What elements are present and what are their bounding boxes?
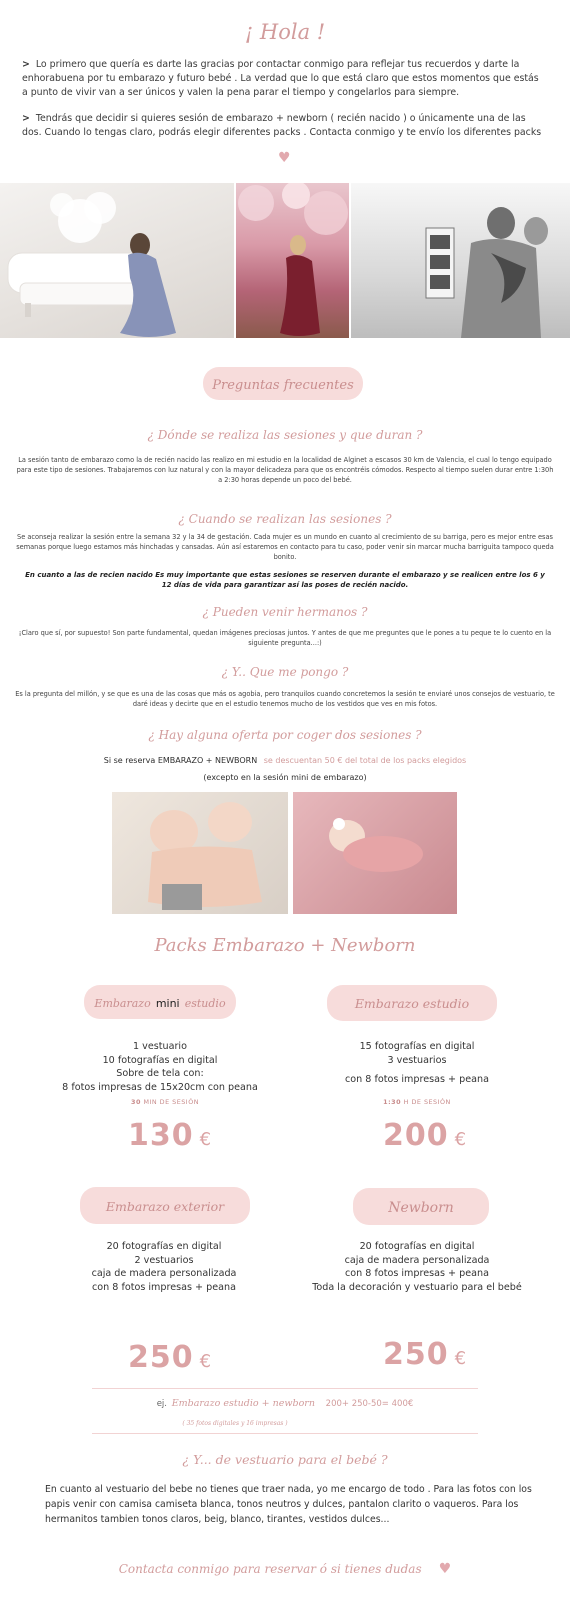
intro-paragraph-1 [22, 58, 542, 100]
pack-exterior-currency: € [199, 1351, 213, 1372]
pack-exterior-line: caja de madera personalizada [91, 1268, 237, 1279]
clothing-answer: En cuanto al vestuario del bebe no tienes que traer nada, yo me encargo de todo . Para las fotos con los papis venir con camisa camiseta blanca, tonos neutros y dulces, pantalon clarito o vaqueros. Para los hermanitos tambien tonos claros, beig, blanco, tirantes, vestidos dulces... [45, 1484, 532, 1525]
pack-exterior-price-value: 250 [127, 1340, 194, 1375]
faq-question-when: ¿ Cuando se realizan las sesiones ? [178, 512, 392, 526]
pack-example-name: Embarazo estudio + newborn [171, 1398, 315, 1409]
pack-newborn-price [340, 1337, 510, 1372]
pack-exterior-title: Embarazo exterior [105, 1199, 225, 1214]
intro-paragraph-2 [22, 112, 542, 140]
maternity-photo-blossom [236, 183, 349, 338]
pack-mini-line: 1 vestuario [133, 1041, 187, 1052]
pack-mini-title-a: Embarazo [94, 997, 151, 1010]
faq-answer-offer [0, 756, 570, 765]
sleeping-baby-illustration [293, 792, 457, 914]
pack-estudio-duration-unit: H DE SESIÓN [403, 1098, 451, 1106]
pack-newborn-badge [353, 1188, 489, 1225]
faq-question-offer: ¿ Hay alguna oferta por coger dos sesiones ? [148, 728, 422, 742]
pack-exterior-badge [80, 1187, 250, 1224]
pack-newborn-line: caja de madera personalizada [344, 1254, 490, 1266]
pack-newborn-details [307, 1240, 527, 1294]
pack-example [0, 1398, 570, 1409]
pack-newborn-price-value: 250 [382, 1337, 449, 1372]
twins-illustration [112, 792, 288, 914]
faq-answer-location: La sesión tanto de embarazo como la de recién nacido las realizo en mi estudio en la localidad de Alginet a escasos 30 km de Valencia, el cual lo tengo equipado para este tipo de sesiones. Trabajaremos con luz natural y con la mayor delicadeza para que os encontréis cómodos. Respecto al tiempo suelen durar entre 1:30h a 2:30 horas depende un poco del bebé. [16, 456, 554, 484]
pack-newborn-title: Newborn [388, 1200, 454, 1216]
pack-exterior-details [64, 1240, 264, 1294]
maternity-photo-couple [351, 183, 570, 338]
faq-question-siblings: ¿ Pueden venir hermanos ? [202, 605, 368, 619]
faq-answer-clothes: Es la pregunta del millón, y se que es una de las cosas que más os agobia, pero tranquilos cuando concretemos la sesión te enviaré unos consejos de vestuario, te daré ideas y decirte que en el estudio tenemos mucho de los vestidos que ves en mis fotos. [15, 690, 555, 708]
newborn-photo-sleeping [293, 792, 457, 914]
pack-mini-title-c: estudio [184, 997, 226, 1010]
pack-estudio-line: con 8 fotos impresas + peana [345, 1074, 489, 1085]
faq-question-clothes: ¿ Y.. Que me pongo ? [221, 665, 349, 679]
intro-text-1: Lo primero que quería es darte las gracias por contactar conmigo para reflejar tus recuerdos y darte la enhorabuena por tu embarazo y futuro bebé . La verdad que lo que está claro que estos momentos que estás a punto de vivir van a ser únicos y valen la pena parar el tiempo y congelarlos para siempre. [22, 59, 539, 98]
pack-exterior-line: con 8 fotos impresas + peana [92, 1281, 236, 1293]
pack-newborn-line: con 8 fotos impresas + peana [345, 1268, 489, 1279]
couple-scene-illustration [351, 183, 570, 338]
pack-estudio-price [340, 1118, 510, 1153]
pack-estudio-duration-num: 1:30 [383, 1098, 402, 1106]
contact-cta[interactable] [0, 1558, 570, 1577]
pack-example-calc: 200+ 250-50= 400€ [325, 1399, 414, 1409]
sofa-scene-illustration [0, 183, 234, 338]
pack-mini-currency: € [199, 1129, 213, 1150]
divider-bottom [92, 1433, 478, 1434]
offer-prefix: Si se reserva EMBARAZO + NEWBORN [103, 756, 258, 765]
pack-mini-duration [60, 1098, 270, 1106]
intro-text-2: Tendrás que decidir si quieres sesión de embarazo + newborn ( recién nacido ) o únicamente una de las dos. Cuando lo tengas claro, podrás elegir diferentes packs . Contacta conmigo y te envío los diferentes packs [22, 113, 542, 138]
faq-answer-when: Se aconseja realizar la sesión entre la semana 32 y la 34 de gestación. Cada mujer es un mundo en cuanto al crecimiento de su barriga, pero es mejor entre esas semanas porque luego estamos más hinchadas y cansadas. Aún así estaremos en contacto para tu caso, poder venir sin marcar mucha barriguita tampoco queda bonito. [16, 533, 554, 561]
pack-estudio-currency: € [454, 1129, 468, 1150]
pack-estudio-line: 15 fotografías en digital [359, 1041, 475, 1052]
pack-mini-title-b: mini [155, 997, 180, 1010]
clothing-question: ¿ Y... de vestuario para el bebé ? [182, 1452, 388, 1467]
faq-question-location: ¿ Dónde se realiza las sesiones y que duran ? [147, 428, 423, 442]
faq-answer-newborn-note: En cuanto a las de recien nacido Es muy importante que estas sesiones se reserven durante el embarazo y se realicen entre los 6 y 12 días de vida para garantizar así las poses de recién nacido. [25, 571, 545, 589]
packs-title: Packs Embarazo + Newborn [154, 935, 416, 956]
faq-answer-siblings: ¡Claro que sí, por supuesto! Son parte fundamental, quedan imágenes preciosas juntos. Y antes de que me preguntes que le pones a tu peque te lo cuento en la siguiente pregunta...:) [18, 629, 552, 647]
pack-mini-duration-unit: MIN DE SESIÓN [143, 1098, 199, 1106]
maternity-photo-sofa [0, 183, 234, 338]
pack-estudio-line: 3 vestuarios [387, 1054, 447, 1066]
pack-newborn-currency: € [454, 1348, 468, 1369]
pack-mini-price [85, 1118, 255, 1153]
pack-mini-price-value: 130 [127, 1118, 194, 1153]
maternity-photo-strip [0, 183, 570, 338]
pack-estudio-title: Embarazo estudio [354, 996, 470, 1011]
pack-mini-line: 10 fotografías en digital [102, 1054, 218, 1066]
pack-mini-badge [84, 985, 236, 1019]
pack-estudio-badge [327, 985, 497, 1021]
pack-estudio-details [317, 1040, 517, 1087]
newborn-photo-twins [112, 792, 288, 914]
pack-example-subnote: ( 35 fotos digitales y 16 impresas ) [182, 1420, 288, 1427]
contact-cta-text[interactable]: Contacta conmigo para reservar ó si tienes dudas [118, 1562, 422, 1576]
offer-discount: se descuentan 50 € del total de los packs elegidos [263, 756, 467, 765]
heart-icon: ♥ [278, 150, 291, 166]
offer-exception-note: (excepto en la sesión mini de embarazo) [203, 773, 367, 782]
pack-exterior-line: 2 vestuarios [134, 1254, 194, 1266]
blossom-scene-illustration [236, 183, 349, 338]
faq-title-badge [203, 367, 363, 400]
pack-example-prefix: ej. [156, 1399, 167, 1409]
pack-newborn-line: Toda la decoración y vestuario para el bebé [312, 1281, 522, 1293]
pack-newborn-line: 20 fotografías en digital [359, 1241, 475, 1252]
pack-mini-details [60, 1040, 260, 1094]
divider-top [92, 1388, 478, 1389]
intro-marker-1: > [22, 59, 30, 70]
intro-marker-2: > [22, 113, 30, 124]
pack-mini-duration-num: 30 [131, 1098, 141, 1106]
greeting-title: ¡ Hola ! [244, 20, 326, 44]
pack-mini-line: 8 fotos impresas de 15x20cm con peana [62, 1081, 258, 1093]
pack-mini-line: Sobre de tela con: [116, 1068, 204, 1079]
heart-icon: ♥ [438, 1561, 452, 1577]
pack-exterior-price [85, 1340, 255, 1375]
faq-title: Preguntas frecuentes [212, 378, 354, 393]
pack-exterior-line: 20 fotografías en digital [106, 1241, 222, 1252]
pack-estudio-price-value: 200 [382, 1118, 449, 1153]
pack-estudio-duration [317, 1098, 517, 1106]
